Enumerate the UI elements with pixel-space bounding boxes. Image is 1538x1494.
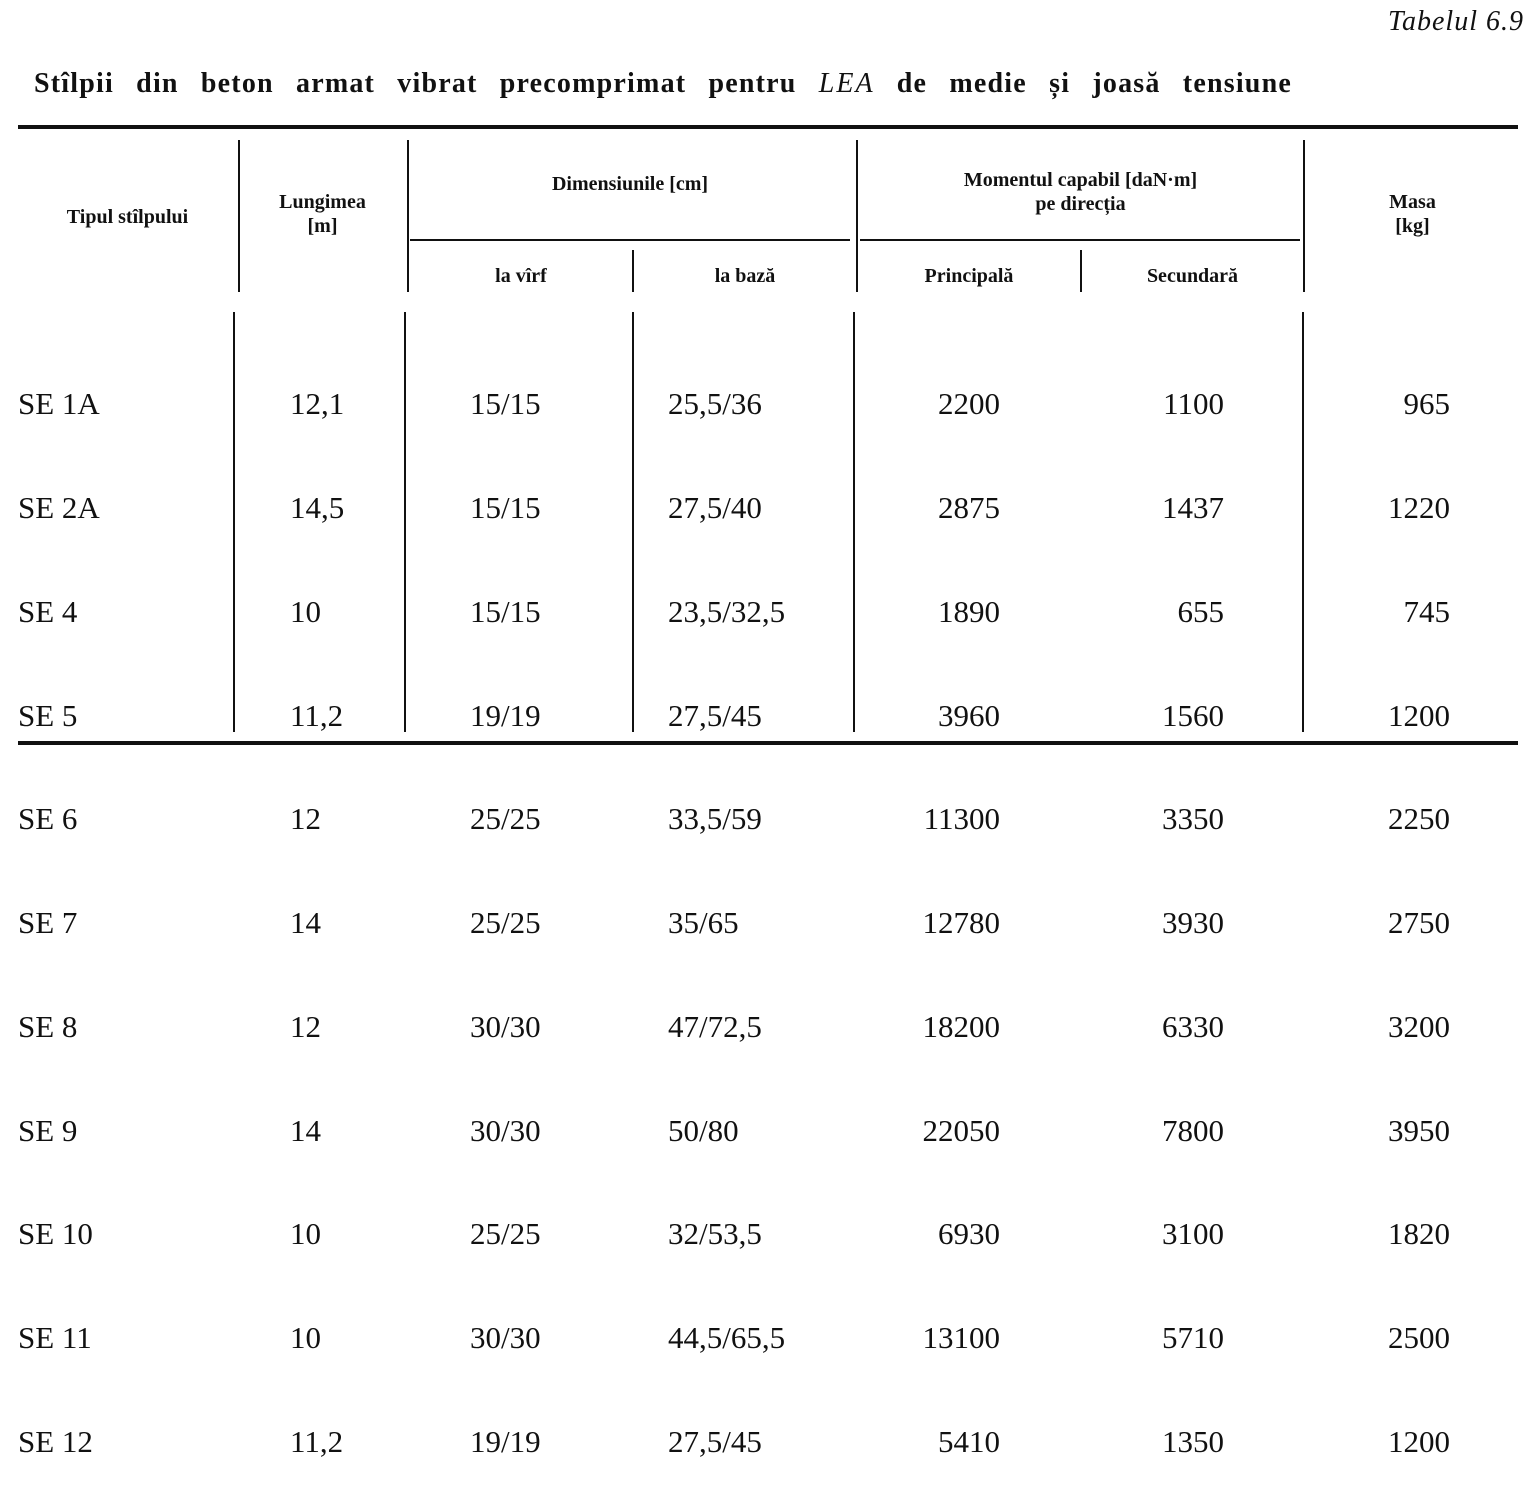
column-separator <box>632 312 634 732</box>
header-dimensions: Dimensiunile [cm] <box>551 173 709 195</box>
header-separator <box>407 140 409 292</box>
column-mass <box>1340 318 1450 1494</box>
cell-dim-base: 27,5/45 <box>668 697 762 733</box>
title-part-1: Stîlpii din beton armat vibrat precomprimat pentru <box>34 68 797 99</box>
header-moment-line-1: Momentul capabil [daN·m] <box>963 169 1198 191</box>
header-length-unit: [m] <box>307 215 338 237</box>
column-separator <box>853 312 855 732</box>
cell-length: 12,1 <box>290 386 345 422</box>
cell-moment-secondary: 3930 <box>1162 905 1224 941</box>
cell-moment-principal: 3960 <box>938 697 1000 733</box>
cell-dim-base: 32/53,5 <box>668 1216 762 1252</box>
table-number: Tabelul 6.9 <box>1388 6 1524 37</box>
cell-dim-top: 30/30 <box>470 1320 541 1356</box>
cell-mass: 2500 <box>1388 1320 1450 1356</box>
cell-moment-principal: 1890 <box>938 593 1000 629</box>
column-separator <box>233 312 235 732</box>
cell-dim-top: 15/15 <box>470 386 541 422</box>
header-mass <box>1305 190 1520 238</box>
cell-dim-base: 50/80 <box>668 1112 739 1148</box>
column-separator <box>404 312 406 732</box>
cell-dim-base: 25,5/36 <box>668 386 762 422</box>
cell-dim-base: 27,5/45 <box>668 1424 762 1459</box>
cell-mass: 2250 <box>1388 801 1450 837</box>
header-dim-top: la vîrf <box>495 265 547 287</box>
cell-moment-principal: 2875 <box>938 489 1000 525</box>
cell-type: SE 12 <box>18 1424 93 1459</box>
table-top-rule <box>18 125 1518 129</box>
cell-length: 14 <box>290 905 321 941</box>
cell-mass: 3950 <box>1388 1112 1450 1148</box>
cell-mass: 1200 <box>1388 697 1450 733</box>
cell-length: 14 <box>290 1112 321 1148</box>
cell-mass: 1200 <box>1388 1424 1450 1459</box>
cell-mass: 2750 <box>1388 905 1450 941</box>
header-length-label: Lungimea <box>279 191 366 213</box>
cell-moment-secondary: 3100 <box>1162 1216 1224 1252</box>
title-emphasis: LEA <box>818 68 875 99</box>
column-moment-principal <box>880 318 1000 1494</box>
cell-moment-secondary: 1560 <box>1162 697 1224 733</box>
cell-type: SE 11 <box>18 1320 92 1356</box>
header-mass-unit: [kg] <box>1395 215 1430 237</box>
cell-type: SE 8 <box>18 1008 78 1044</box>
cell-dim-top: 25/25 <box>470 905 541 941</box>
title-part-2: de medie și joasă tensiune <box>896 68 1292 99</box>
cell-moment-secondary: 7800 <box>1162 1112 1224 1148</box>
header-moment-principal: Principală <box>924 265 1014 287</box>
header-moment-line-2: pe direcția <box>1035 193 1126 215</box>
column-separator <box>1302 312 1304 732</box>
cell-moment-principal: 2200 <box>938 386 1000 422</box>
cell-moment-secondary: 1100 <box>1163 386 1224 422</box>
header-mass-label: Masa <box>1389 191 1436 213</box>
cell-moment-principal: 12780 <box>922 905 1000 941</box>
cell-dim-top: 30/30 <box>470 1112 541 1148</box>
column-type <box>18 318 218 1494</box>
cell-length: 12 <box>290 1008 321 1044</box>
cell-moment-principal: 18200 <box>922 1008 1000 1044</box>
cell-moment-secondary: 655 <box>1177 593 1224 629</box>
cell-mass: 965 <box>1403 386 1450 422</box>
column-moment-secondary <box>1100 318 1224 1494</box>
header-moment <box>858 168 1303 216</box>
cell-dim-base: 33,5/59 <box>668 801 762 837</box>
cell-mass: 1820 <box>1388 1216 1450 1252</box>
cell-type: SE 10 <box>18 1216 93 1252</box>
header-dim-base: la bază <box>714 265 776 287</box>
header-length <box>240 190 405 238</box>
cell-dim-base: 47/72,5 <box>668 1008 762 1044</box>
cell-length: 11,2 <box>290 1424 344 1459</box>
cell-type: SE 6 <box>18 801 78 837</box>
cell-length: 14,5 <box>290 489 345 525</box>
cell-moment-principal: 6930 <box>938 1216 1000 1252</box>
cell-dim-base: 27,5/40 <box>668 489 762 525</box>
cell-dim-top: 15/15 <box>470 593 541 629</box>
cell-type: SE 5 <box>18 697 78 733</box>
cell-moment-principal: 13100 <box>922 1320 1000 1356</box>
header-moment-secondary: Secundară <box>1146 265 1239 287</box>
header-type: Tipul stîlpului <box>66 206 189 228</box>
cell-type: SE 1A <box>18 386 100 422</box>
cell-type: SE 2A <box>18 489 100 525</box>
cell-dim-top: 25/25 <box>470 801 541 837</box>
cell-dim-top: 15/15 <box>470 489 541 525</box>
cell-length: 11,2 <box>290 697 344 733</box>
cell-moment-secondary: 6330 <box>1162 1008 1224 1044</box>
cell-length: 12 <box>290 801 321 837</box>
cell-moment-secondary: 1350 <box>1162 1424 1224 1459</box>
cell-moment-principal: 5410 <box>938 1424 1000 1459</box>
cell-dim-base: 23,5/32,5 <box>668 593 786 629</box>
cell-dim-top: 19/19 <box>470 697 541 733</box>
cell-moment-secondary: 5710 <box>1162 1320 1224 1356</box>
dimensions-divider <box>410 239 850 241</box>
cell-moment-secondary: 3350 <box>1162 801 1224 837</box>
cell-dim-top: 25/25 <box>470 1216 541 1252</box>
cell-mass: 3200 <box>1388 1008 1450 1044</box>
cell-length: 10 <box>290 1216 321 1252</box>
moment-divider <box>860 239 1300 241</box>
cell-mass: 1220 <box>1388 489 1450 525</box>
column-length <box>290 318 400 1494</box>
table-title <box>34 68 1504 100</box>
cell-moment-principal: 22050 <box>922 1112 1000 1148</box>
cell-length: 10 <box>290 593 321 629</box>
cell-moment-secondary: 1437 <box>1162 489 1224 525</box>
cell-dim-top: 19/19 <box>470 1424 541 1459</box>
cell-dim-top: 30/30 <box>470 1008 541 1044</box>
cell-length: 10 <box>290 1320 321 1356</box>
column-dim-base <box>668 318 852 1494</box>
cell-mass: 745 <box>1403 593 1450 629</box>
cell-type: SE 7 <box>18 905 78 941</box>
cell-dim-base: 35/65 <box>668 905 739 941</box>
cell-type: SE 9 <box>18 1112 78 1148</box>
cell-dim-base: 44,5/65,5 <box>668 1320 786 1356</box>
cell-moment-principal: 11300 <box>923 801 1000 837</box>
column-dim-top <box>470 318 630 1494</box>
cell-type: SE 4 <box>18 593 78 629</box>
